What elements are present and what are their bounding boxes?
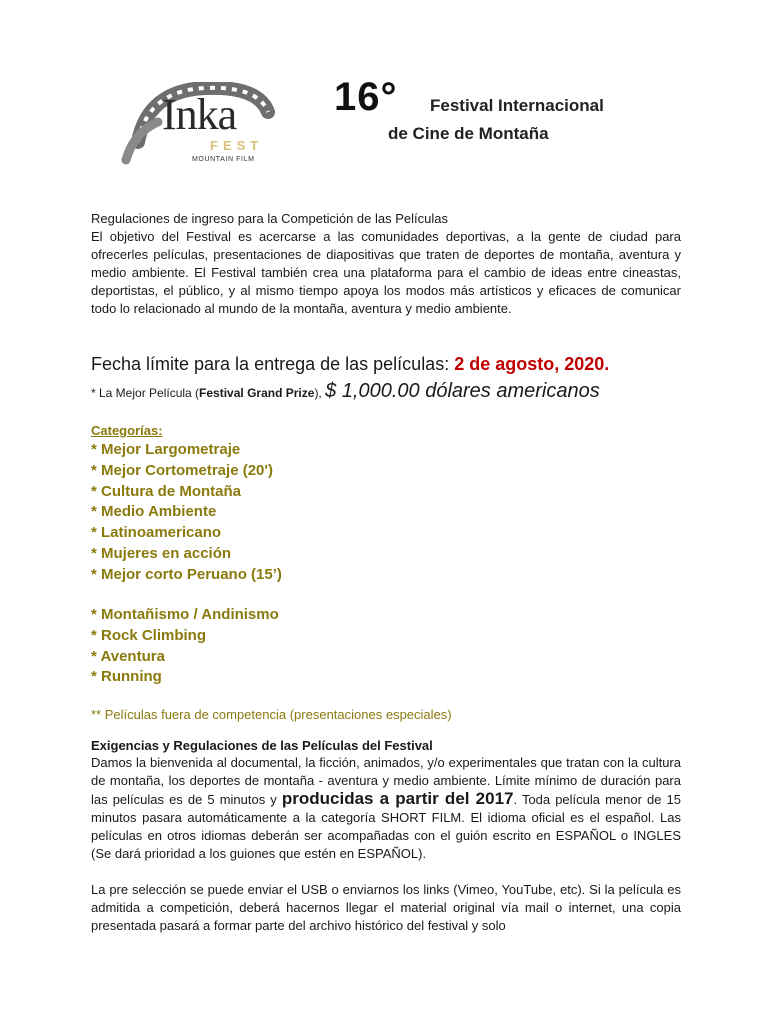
prize-suffix: ), [314, 386, 326, 400]
category-item: * Mejor corto Peruano (15’) [91, 565, 282, 583]
category-item: * Cultura de Montaña [91, 482, 242, 500]
prize-name: Festival Grand Prize [199, 386, 315, 400]
category-item: * Rock Climbing [91, 626, 207, 644]
requirements-title: Exigencias y Regulaciones de las Películas del Festival [91, 738, 433, 753]
requirements-emphasis: producidas a partir del 2017 [281, 789, 514, 808]
deadline-date: 2 de agosto, 2020. [454, 354, 610, 374]
requirements-text-part1: Damos la bienvenida al documental, la ficción, animados, y/o experimentales que tratan con la cultura de montaña, los deportes de montaña - aventura y medio ambiente. Límite mínimo de duración para las películas es de 5 minutos y [91, 755, 681, 807]
submission-paragraph: La pre selección se puede enviar el USB o enviarnos los links (Vimeo, YouTube, etc). Si la película es admitida a competición, deberá hacernos llegar el material original vía mail o internet, una copia presentada pasará a formar parte del archivo histórico del festival y solo [91, 882, 681, 933]
category-item: * Aventura [91, 647, 165, 665]
category-item: * Mejor Largometraje [91, 441, 241, 458]
category-list-main [91, 440, 282, 586]
category-item: * Medio Ambiente [91, 503, 217, 521]
festival-logo [118, 82, 298, 174]
requirements-text-part2: . Toda película menor de 15 minutos pasara automáticamente a la categoría SHORT FILM. El idioma oficial es el español. Las películas en otros idiomas deberán ser acompañadas con el guión escrito en ESPAÑOL o INGLES (Se dará prioridad a los guiones que estén en ESPAÑOL). [91, 792, 681, 861]
deadline-label: Fecha límite para la entrega de las películas: [91, 354, 455, 374]
regulations-body: El objetivo del Festival es acercarse a las comunidades deportivas, a la gente de ciudad para ofrecerles películas, presentaciones de diapositivas que traten de deportes de montaña, aventura y medio ambiente. El Festival también crea una plataforma para el cambio de ideas entre cineastas, deportistas, el público, y al mismo tiempo apoya los modos más artísticos y eficaces de comunicar todo lo relacionado al mundo de la montaña, aventura y medio ambiente. [91, 229, 681, 316]
festival-title-line1: Festival Internacional [430, 96, 604, 115]
logo-wordmark: Inka [162, 90, 237, 139]
logo-fest: FEST [210, 138, 264, 153]
category-item: * Montañismo / Andinismo [91, 606, 279, 623]
edition-number: 16° [334, 75, 398, 119]
category-item: * Mejor Cortometraje (20') [91, 461, 273, 479]
categories-title: Categorías: [91, 423, 163, 438]
category-item: * Mujeres en acción [91, 544, 232, 562]
category-item: * Latinoamericano [91, 524, 222, 542]
festival-title-line2: de Cine de Montaña [388, 124, 549, 143]
regulations-title: Regulaciones de ingreso para la Competición de las Películas [91, 211, 448, 226]
category-list-sports [91, 605, 279, 688]
logo-subtitle: MOUNTAIN FILM [192, 156, 255, 163]
grand-prize-line [91, 378, 600, 406]
prize-prefix: * La Mejor Película ( [91, 386, 200, 400]
category-item: * Running [91, 668, 162, 686]
deadline-line [91, 352, 609, 376]
special-screenings-note: ** Películas fuera de competencia (presentaciones especiales) [91, 707, 452, 722]
requirements-body [91, 754, 681, 863]
prize-amount: $ 1,000.00 dólares americanos [325, 380, 600, 402]
